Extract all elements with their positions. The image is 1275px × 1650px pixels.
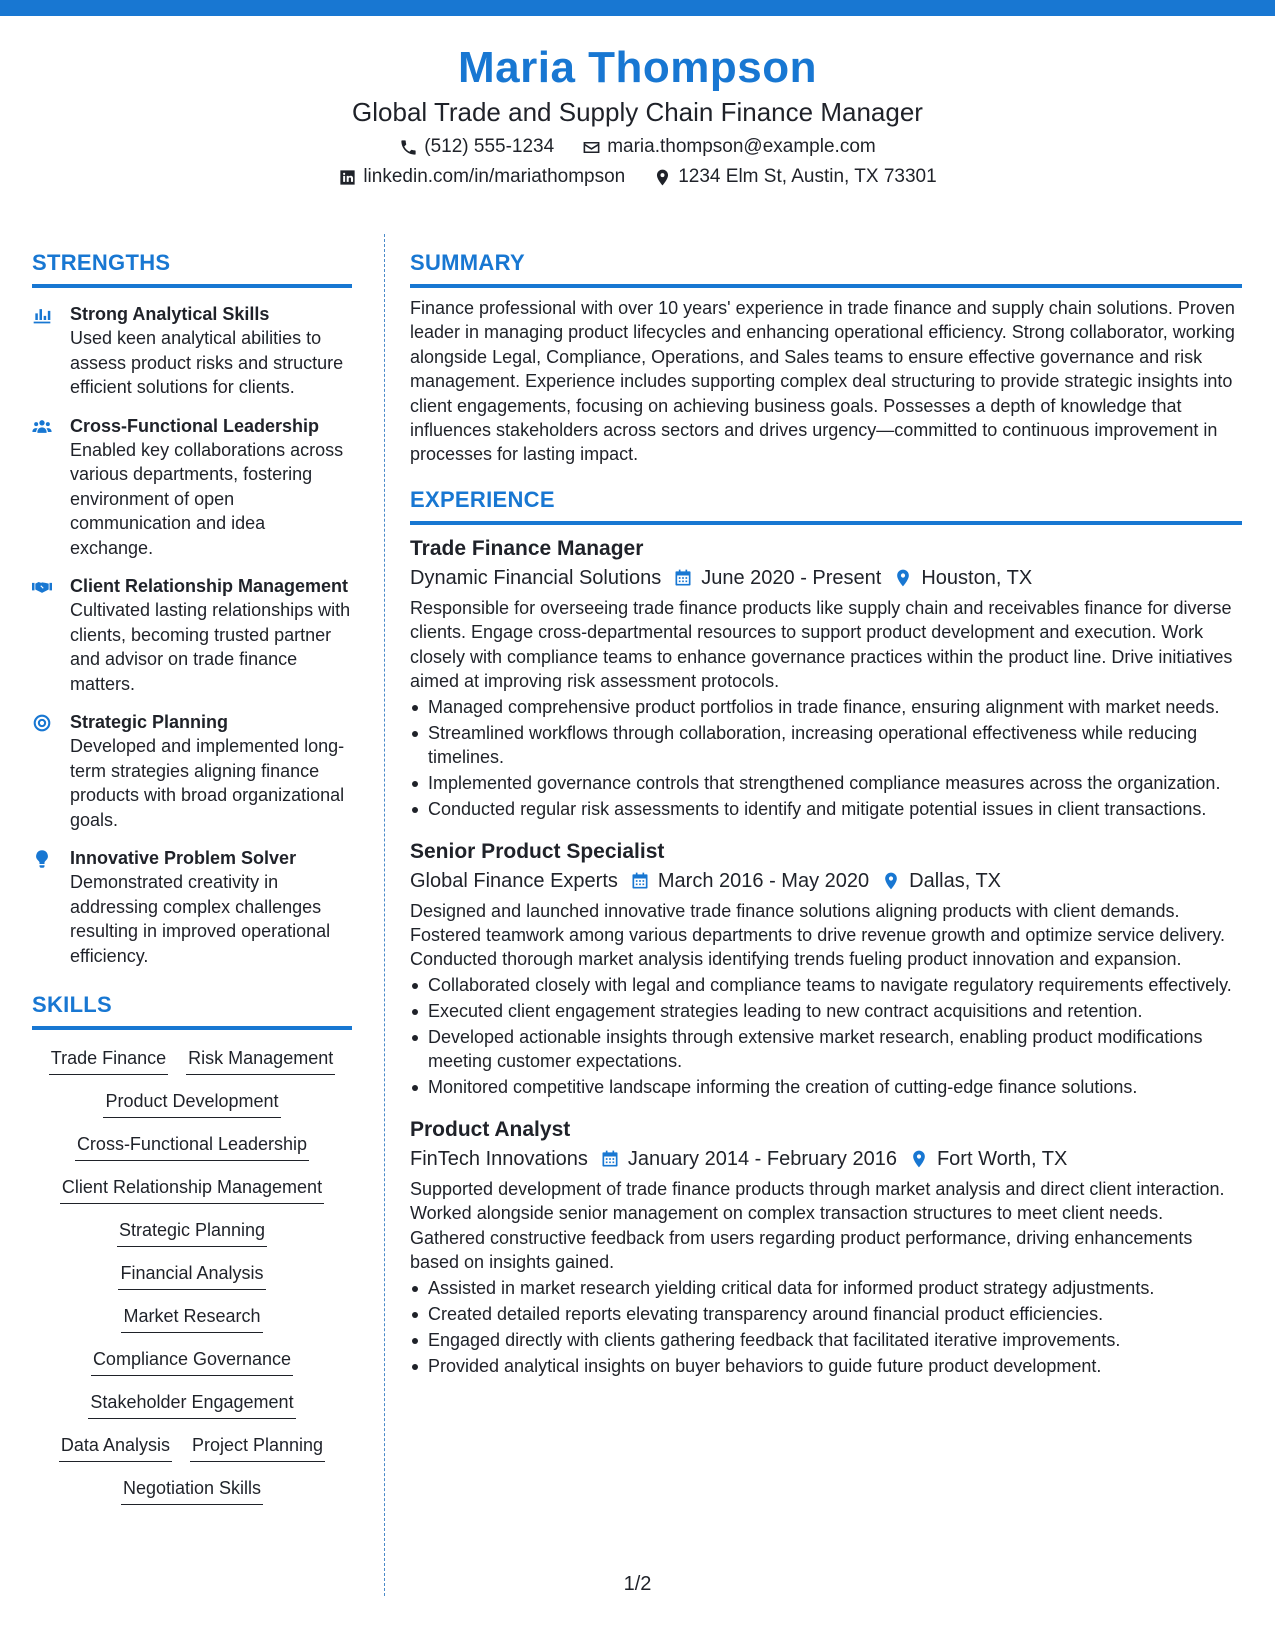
job-location: Fort Worth, TX	[936, 1147, 1068, 1170]
address-text: 1234 Elm St, Austin, TX 73301	[678, 166, 937, 187]
bullet-item: Developed actionable insights through extensive market research, enabling product modifications meeting customer expectations.	[410, 1025, 1242, 1074]
skill-tag: Financial Analysis	[118, 1261, 265, 1290]
strength-title: Cross-Functional Leadership	[70, 415, 320, 436]
job-dates: March 2016 - May 2020	[657, 869, 870, 892]
job-role: Senior Product Specialist	[410, 839, 665, 863]
skill-row	[91, 1347, 293, 1376]
bullet-item: Managed comprehensive product portfolios in trade finance, ensuring alignment with market needs.	[410, 695, 1242, 719]
skill-tag: Strategic Planning	[117, 1218, 267, 1247]
contact-row-1	[0, 132, 1275, 162]
location-pin-icon	[881, 871, 901, 891]
column-divider	[384, 234, 385, 1596]
bullet-item: Engaged directly with clients gathering feedback that facilitated iterative improvements.	[410, 1328, 1242, 1352]
job-description: Supported development of trade finance products through market analysis and direct client interaction. Worked alongside senior management on complex transaction structures to meet client needs. Gathered constructive feedback from users regarding product performance, driving enhancements based on insights gained.	[410, 1178, 1225, 1272]
job-meta	[410, 1144, 1242, 1174]
skill-row	[103, 1089, 280, 1118]
skill-row	[75, 1132, 309, 1161]
job-bullets	[410, 695, 1242, 822]
skill-tag: Project Planning	[190, 1433, 325, 1462]
summary-heading: SUMMARY	[410, 248, 1242, 288]
top-accent-bar	[0, 0, 1275, 16]
right-column	[410, 248, 1242, 1378]
strengths-heading: STRENGTHS	[32, 248, 352, 288]
strength-desc: Developed and implemented long-term strategies aligning finance products with broad organizational goals.	[70, 736, 345, 830]
job-entry	[410, 1116, 1242, 1378]
skill-tag: Negotiation Skills	[121, 1476, 263, 1505]
skill-tag: Client Relationship Management	[60, 1175, 324, 1204]
job-role: Trade Finance Manager	[410, 536, 644, 560]
email-contact[interactable]	[582, 132, 876, 162]
skill-row	[121, 1476, 263, 1505]
strength-item	[32, 414, 352, 561]
linkedin-contact[interactable]	[338, 162, 625, 192]
phone-contact[interactable]	[399, 132, 554, 162]
bullet-item: Assisted in market research yielding critical data for informed product strategy adjustments.	[410, 1276, 1242, 1300]
bullet-item: Created detailed reports elevating transparency around financial product efficiencies.	[410, 1302, 1242, 1326]
strength-item	[32, 302, 352, 400]
resume-header	[0, 40, 1275, 192]
calendar-icon	[673, 568, 693, 588]
address-contact	[653, 162, 936, 192]
skill-row	[121, 1304, 262, 1333]
lightbulb-icon	[32, 849, 52, 869]
strength-item	[32, 574, 352, 696]
bullet-item: Monitored competitive landscape informing the creation of cutting-edge finance solutions.	[410, 1075, 1242, 1099]
bullet-item: Implemented governance controls that strengthened compliance measures across the organization.	[410, 771, 1242, 795]
skill-tag: Market Research	[121, 1304, 262, 1333]
job-location: Houston, TX	[921, 566, 1033, 589]
skills-heading: SKILLS	[32, 990, 352, 1030]
skill-row	[118, 1261, 265, 1290]
location-pin-icon	[653, 168, 672, 187]
bullet-item: Conducted regular risk assessments to identify and mitigate potential issues in client transactions.	[410, 797, 1242, 821]
skills-list	[32, 1046, 352, 1505]
envelope-icon	[582, 138, 601, 157]
strength-desc: Cultivated lasting relationships with clients, becoming trusted partner and advisor on trade finance matters.	[70, 600, 351, 694]
job-company: Global Finance Experts	[410, 869, 618, 892]
strength-item	[32, 710, 352, 832]
location-pin-icon	[893, 568, 913, 588]
strength-title: Client Relationship Management	[70, 576, 349, 596]
location-pin-icon	[909, 1149, 929, 1169]
skill-row	[60, 1175, 324, 1204]
skill-tag: Risk Management	[186, 1046, 335, 1075]
skill-row	[88, 1390, 295, 1419]
skill-row	[59, 1433, 325, 1462]
strength-title: Strong Analytical Skills	[70, 304, 270, 324]
job-dates: June 2020 - Present	[701, 566, 882, 589]
strength-title: Strategic Planning	[70, 712, 229, 732]
bullet-item: Provided analytical insights on buyer behaviors to guide future product development.	[410, 1354, 1242, 1378]
job-description: Designed and launched innovative trade finance solutions aligning products with client demands. Fostered teamwork among various departments to drive revenue growth and optimize service delivery. Conducted thorough market analysis identifying trends fueling product innovation and expansion.	[410, 900, 1226, 970]
strength-desc: Used keen analytical abilities to assess product risks and structure efficient solutions for clients.	[70, 328, 344, 397]
experience-heading: EXPERIENCE	[410, 485, 1242, 525]
skill-tag: Compliance Governance	[91, 1347, 293, 1376]
handshake-icon	[32, 577, 52, 597]
job-location: Dallas, TX	[909, 869, 1002, 892]
job-dates: January 2014 - February 2016	[627, 1147, 897, 1170]
linkedin-icon	[338, 168, 357, 187]
job-meta	[410, 563, 1242, 593]
job-entry	[410, 535, 1242, 822]
skill-tag: Trade Finance	[49, 1046, 168, 1075]
phone-icon	[399, 138, 418, 157]
skill-row	[117, 1218, 267, 1247]
summary-text: Finance professional with over 10 years' experience in trade finance and supply chain solutions. Proven leader in managing product lifecycles and enhancing operational efficiency. Strong collaborator, working alongside Legal, Compliance, Operations, and Sales teams to ensure effective governance and risk management. Experience includes supporting complex deal structuring to provide strategic insights into client engagements, focusing on achieving business goals. Possesses a depth of knowledge that influences stakeholders across sectors and drives urgency—committed to continuous improvement in processes for lasting impact.	[410, 298, 1235, 465]
bar-chart-icon	[32, 305, 52, 325]
job-role: Product Analyst	[410, 1117, 571, 1141]
job-description: Responsible for overseeing trade finance products like supply chain and receivables finance for diverse clients. Engage cross-departmental resources to support product development and execution. Work closely with compliance teams to enhance governance practices within the product line. Drive initiatives aimed at improving risk assessment protocols.	[410, 597, 1233, 692]
contact-row-2	[0, 162, 1275, 192]
job-bullets	[410, 973, 1242, 1100]
job-company: Dynamic Financial Solutions	[410, 566, 662, 589]
calendar-icon	[630, 871, 650, 891]
job-company: FinTech Innovations	[410, 1147, 588, 1170]
job-meta	[410, 866, 1242, 896]
linkedin-text: linkedin.com/in/mariathompson	[363, 166, 626, 187]
candidate-name: Maria Thompson	[457, 43, 818, 92]
skill-tag: Cross-Functional Leadership	[75, 1132, 309, 1161]
email-text: maria.thompson@example.com	[607, 136, 876, 157]
page-number: 1/2	[623, 1573, 652, 1595]
bullet-item: Executed client engagement strategies leading to new contract acquisitions and retention.	[410, 999, 1242, 1023]
bullet-item: Collaborated closely with legal and compliance teams to navigate regulatory requirements effectively.	[410, 973, 1242, 997]
job-entry	[410, 838, 1242, 1100]
calendar-icon	[600, 1149, 620, 1169]
strength-desc: Enabled key collaborations across various departments, fostering environment of open communication and idea exchange.	[70, 439, 344, 558]
users-icon	[32, 417, 52, 437]
target-icon	[32, 713, 52, 733]
left-column	[32, 248, 352, 1505]
bullet-item: Streamlined workflows through collaboration, increasing operational effectiveness while reducing timelines.	[410, 721, 1242, 770]
experience-section	[410, 485, 1242, 1378]
strength-item	[32, 846, 352, 968]
skill-tag: Product Development	[103, 1089, 280, 1118]
skill-tag: Data Analysis	[59, 1433, 172, 1462]
phone-text: (512) 555-1234	[424, 136, 555, 157]
skill-tag: Stakeholder Engagement	[88, 1390, 295, 1419]
candidate-title: Global Trade and Supply Chain Finance Manager	[352, 97, 923, 127]
skill-row	[49, 1046, 335, 1075]
strength-title: Innovative Problem Solver	[70, 848, 297, 868]
strength-desc: Demonstrated creativity in addressing complex challenges resulting in improved operational efficiency.	[70, 872, 331, 966]
job-bullets	[410, 1276, 1242, 1378]
